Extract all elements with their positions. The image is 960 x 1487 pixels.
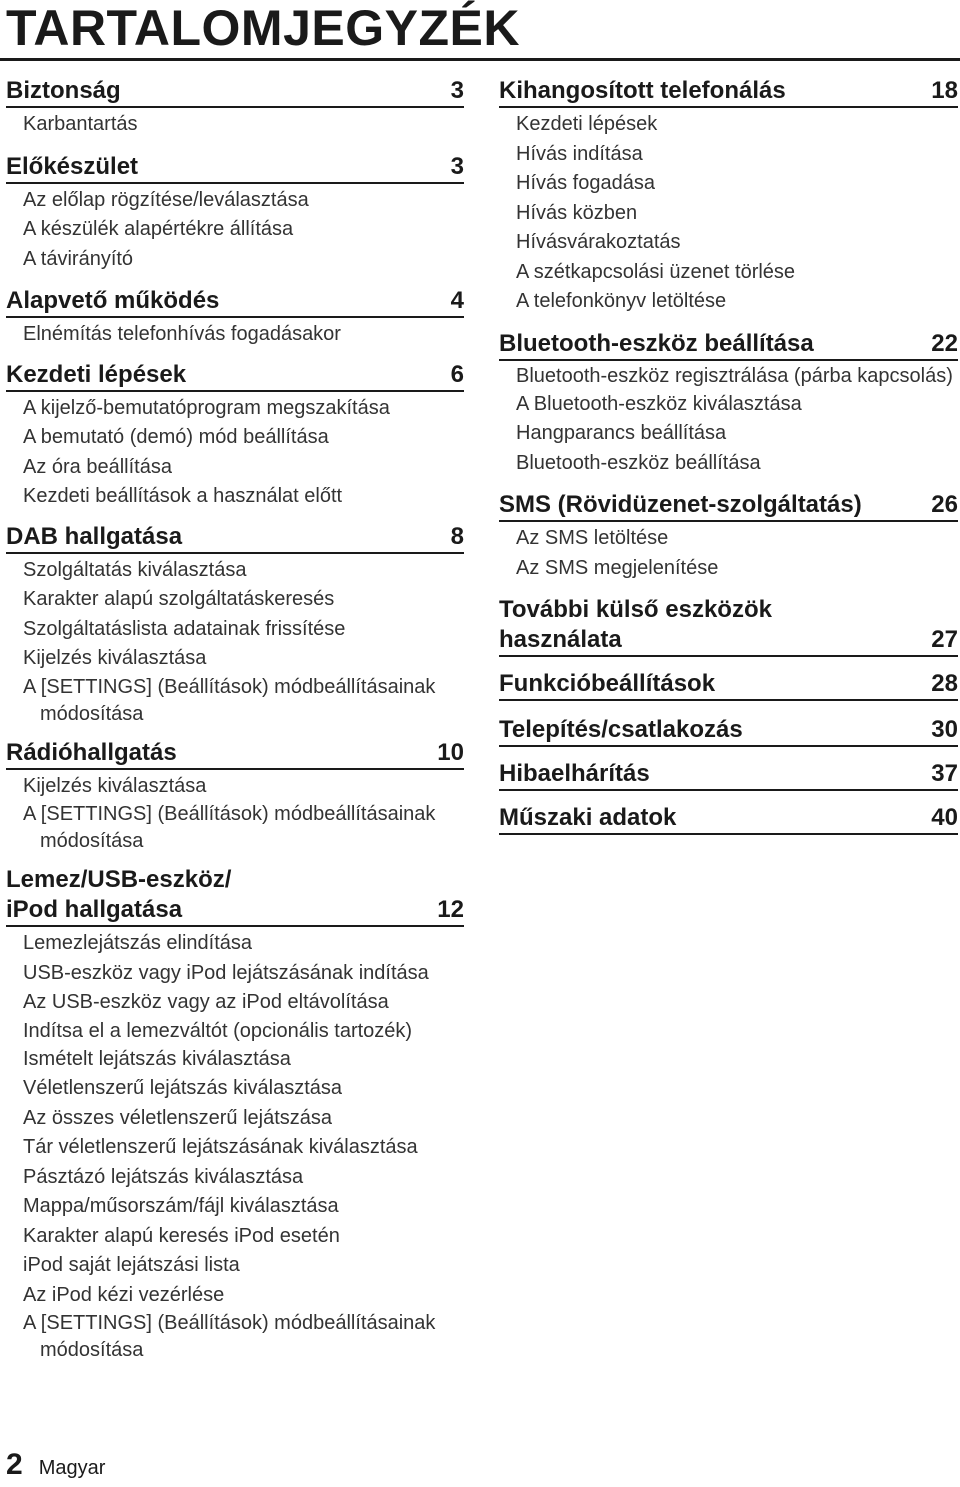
toc-entry[interactable]: Az SMS megjelenítése — [516, 556, 719, 579]
section-title: Rádióhallgatás — [6, 738, 177, 766]
toc-section — [499, 715, 958, 747]
toc-entry[interactable]: Tár véletlenszerű lejátszásának kiválasztása — [23, 1136, 418, 1158]
toc-entry[interactable]: Az előlap rögzítése/leválasztása — [23, 188, 309, 211]
toc-item-list — [499, 522, 958, 583]
toc-entry[interactable]: Indítsa el a lemezváltót (opcionális tartozék) — [23, 1019, 413, 1042]
toc-section-heading[interactable] — [499, 595, 958, 657]
section-title: Alapvető működés — [6, 287, 220, 314]
section-page-number: 3 — [450, 77, 464, 104]
section-title: Előkészület — [6, 152, 139, 180]
toc-entry[interactable]: Az iPod kézi vezérlése — [23, 1283, 225, 1306]
section-page-number: 10 — [437, 738, 464, 766]
toc-section — [6, 360, 464, 512]
section-title: Biztonság — [6, 77, 121, 104]
section-page-number: 40 — [931, 804, 958, 831]
section-page-number: 3 — [450, 152, 464, 180]
toc-entry[interactable]: Kijelzés kiválasztása — [23, 774, 207, 797]
section-title: Bluetooth-eszköz beállítása — [499, 329, 814, 357]
toc-entry[interactable]: Karakter alapú keresés iPod esetén — [23, 1224, 340, 1247]
section-title: Lemez/USB-eszköz/ iPod hallgatása — [6, 866, 232, 923]
toc-entry[interactable]: Karbantartás — [23, 113, 138, 135]
toc-section-heading[interactable] — [499, 329, 958, 361]
toc-entry[interactable]: Elnémítás telefonhívás fogadásakor — [23, 323, 341, 345]
toc-entry[interactable]: Hívás közben — [516, 201, 638, 224]
toc-item-list — [6, 770, 464, 856]
toc-section — [499, 76, 958, 317]
toc-entry[interactable]: iPod saját lejátszási lista — [23, 1254, 240, 1276]
toc-entry[interactable]: Ismételt lejátszás kiválasztása — [23, 1047, 291, 1070]
toc-entry[interactable]: Az USB-eszköz vagy az iPod eltávolítása — [23, 991, 389, 1013]
toc-section — [499, 490, 958, 583]
toc-entry[interactable]: Hívás fogadása — [516, 172, 655, 194]
toc-item-list — [6, 392, 464, 512]
toc-entry[interactable]: Hangparancs beállítása — [516, 422, 727, 444]
toc-section-heading[interactable] — [499, 803, 958, 835]
section-page-number: 27 — [931, 626, 958, 653]
title-rule — [0, 58, 960, 61]
toc-right-column — [499, 76, 958, 835]
language-label: Magyar — [38, 1457, 106, 1479]
toc-section — [499, 759, 958, 791]
section-page-number: 26 — [931, 491, 958, 518]
toc-entry[interactable]: A bemutató (demó) mód beállítása — [23, 426, 329, 448]
toc-section — [6, 286, 464, 350]
toc-entry[interactable]: Az óra beállítása — [23, 455, 172, 478]
toc-item-list — [6, 108, 464, 140]
toc-section-heading[interactable] — [6, 76, 464, 108]
section-title: SMS (Rövidüzenet-szolgáltatás) — [499, 491, 862, 518]
toc-entry[interactable]: A kijelző-bemutatóprogram megszakítása — [23, 396, 390, 419]
toc-section-heading[interactable] — [499, 76, 958, 108]
toc-entry[interactable]: Az összes véletlenszerű lejátszása — [23, 1106, 333, 1129]
toc-entry[interactable]: Szolgáltatáslista adatainak frissítése — [23, 617, 346, 640]
toc-entry[interactable]: Kezdeti beállítások a használat előtt — [23, 485, 343, 507]
toc-item-list — [6, 927, 464, 1364]
section-page-number: 28 — [931, 670, 958, 697]
toc-section — [499, 595, 958, 657]
toc-entry[interactable]: A szétkapcsolási üzenet törlése — [516, 260, 796, 283]
toc-section-heading[interactable] — [6, 286, 464, 318]
toc-section-heading[interactable] — [6, 522, 464, 554]
page-title: TARTALOMJEGYZÉK — [6, 0, 520, 56]
section-page-number: 12 — [437, 896, 464, 923]
toc-item-list — [499, 361, 958, 479]
toc-entry[interactable]: USB-eszköz vagy iPod lejátszásának indítása — [23, 961, 429, 984]
toc-section-heading[interactable] — [6, 360, 464, 392]
toc-entry[interactable]: Kezdeti lépések — [516, 113, 658, 135]
toc-item-list — [6, 184, 464, 275]
toc-entry[interactable]: Pásztázó lejátszás kiválasztása — [23, 1165, 304, 1188]
toc-entry[interactable]: Bluetooth-eszköz regisztrálása (párba kapcsolás) — [516, 364, 953, 387]
section-page-number: 4 — [450, 287, 464, 314]
toc-section — [499, 803, 958, 835]
toc-entry[interactable]: Az SMS letöltése — [516, 527, 669, 549]
section-title: Kihangosított telefonálás — [499, 77, 786, 104]
section-page-number: 8 — [450, 522, 464, 550]
toc-entry[interactable]: Hívás indítása — [516, 142, 643, 165]
toc-entry[interactable]: Kijelzés kiválasztása — [23, 647, 207, 669]
section-title: Műszaki adatok — [499, 804, 677, 831]
section-title: Telepítés/csatlakozás — [499, 716, 743, 743]
section-title: Hibaelhárítás — [499, 760, 650, 787]
toc-section — [6, 738, 464, 856]
toc-entry[interactable]: Szolgáltatás kiválasztása — [23, 558, 247, 581]
toc-section-heading[interactable] — [6, 738, 464, 770]
section-page-number: 22 — [931, 329, 958, 357]
toc-entry[interactable]: Bluetooth-eszköz beállítása — [516, 451, 761, 474]
section-page-number: 37 — [931, 760, 958, 787]
section-page-number: 18 — [931, 77, 958, 104]
toc-entry[interactable]: A [SETTINGS] (Beállítások) módbeállításainak módosítása — [23, 1312, 436, 1361]
toc-section — [499, 329, 958, 479]
toc-entry[interactable]: A telefonkönyv letöltése — [516, 290, 727, 312]
toc-item-list — [499, 108, 958, 317]
toc-section-heading[interactable] — [499, 490, 958, 522]
section-title: Funkcióbeállítások — [499, 670, 716, 697]
toc-section — [6, 865, 464, 1364]
toc-item-list — [6, 554, 464, 728]
toc-entry[interactable]: Karakter alapú szolgáltatáskeresés — [23, 588, 335, 610]
toc-entry[interactable]: A Bluetooth-eszköz kiválasztása — [516, 392, 802, 415]
toc-item-list — [6, 318, 464, 350]
toc-entry[interactable]: A készülék alapértékre állítása — [23, 218, 294, 240]
toc-section-heading[interactable] — [6, 865, 464, 927]
toc-section — [6, 76, 464, 140]
section-title: DAB hallgatása — [6, 522, 183, 550]
toc-entry[interactable]: A távirányító — [23, 247, 134, 270]
toc-section-heading[interactable] — [499, 715, 958, 747]
toc-left-column — [6, 76, 464, 1364]
toc-entry[interactable]: A [SETTINGS] (Beállítások) módbeállításainak módosítása — [23, 803, 436, 852]
toc-entry[interactable]: Hívásvárakoztatás — [516, 231, 681, 253]
toc-entry[interactable]: Lemezlejátszás elindítása — [23, 932, 253, 954]
toc-entry[interactable]: Mappa/műsorszám/fájl kiválasztása — [23, 1195, 339, 1217]
toc-section — [6, 152, 464, 275]
toc-section-heading[interactable] — [6, 152, 464, 184]
page-number: 2 — [6, 1448, 23, 1481]
section-page-number: 6 — [450, 360, 464, 388]
toc-entry[interactable]: Véletlenszerű lejátszás kiválasztása — [23, 1077, 343, 1099]
toc-section-heading[interactable] — [499, 669, 958, 701]
section-title: További külső eszközök használata — [499, 596, 772, 653]
section-title: Kezdeti lépések — [6, 360, 187, 388]
page-footer — [6, 1448, 105, 1482]
section-page-number: 30 — [931, 716, 958, 743]
toc-section — [499, 669, 958, 701]
toc-entry[interactable]: A [SETTINGS] (Beállítások) módbeállításainak módosítása — [23, 675, 436, 725]
toc-section-heading[interactable] — [499, 759, 958, 791]
toc-section — [6, 522, 464, 728]
